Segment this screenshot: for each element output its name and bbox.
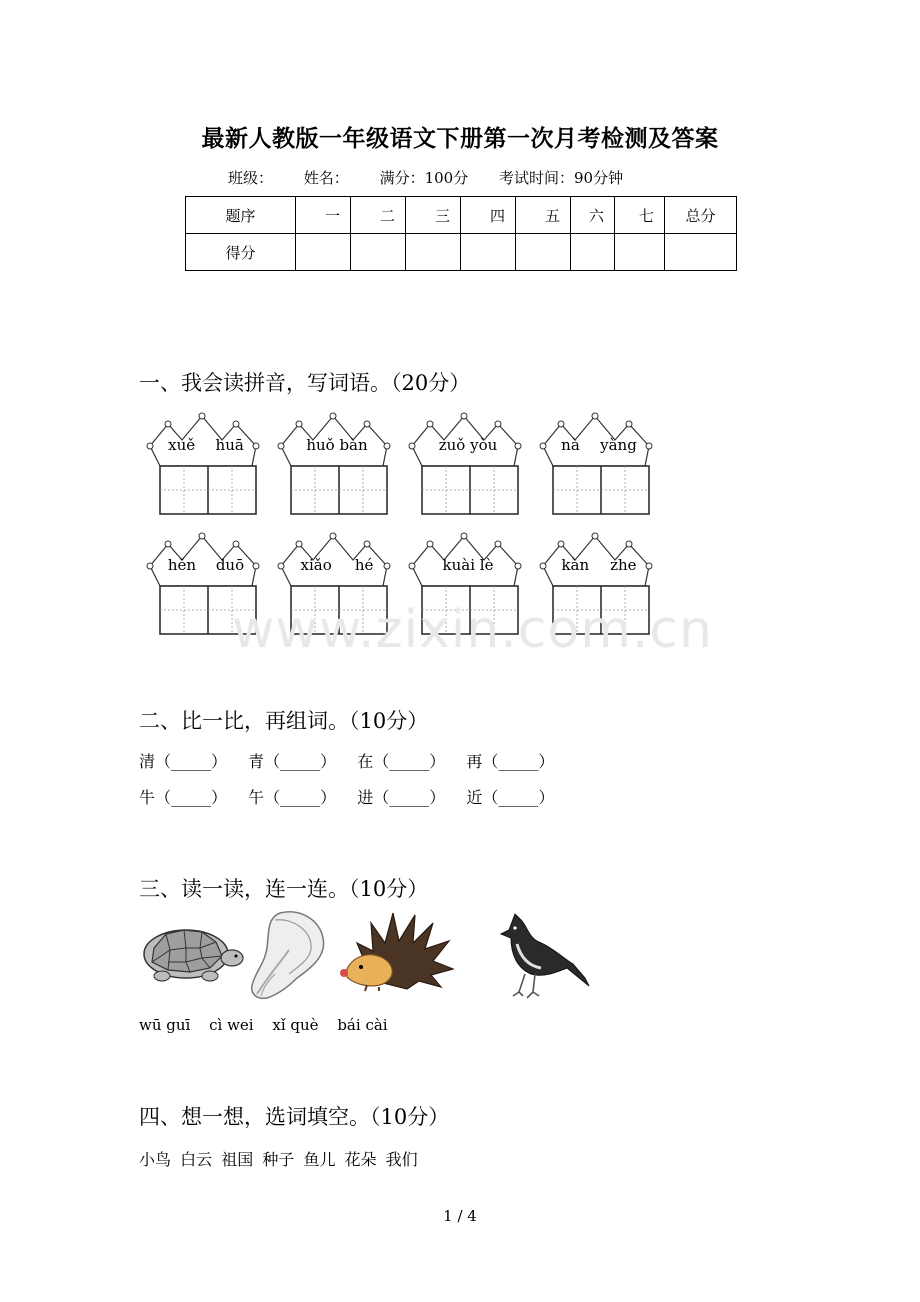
page-number: 1 / 4 — [443, 1207, 477, 1225]
score-col-1: 一 — [296, 197, 351, 234]
pinyin-syllable: kuài lè — [442, 556, 494, 574]
score-cell[interactable] — [406, 234, 461, 271]
score-table-header-row — [186, 197, 737, 234]
crown-pinyin — [158, 436, 254, 454]
pinyin-crown-item — [402, 410, 532, 526]
pinyin-syllable: kàn — [561, 556, 590, 574]
word-bank — [139, 1147, 422, 1170]
pinyin-crown-item — [140, 410, 270, 526]
picture-pinyin-row — [139, 1016, 402, 1034]
score-table-score-row — [186, 234, 737, 271]
compare-item[interactable]: 牛（_____） — [139, 788, 228, 807]
crown-pinyin — [420, 436, 516, 454]
compare-item[interactable]: 再（_____） — [466, 752, 555, 771]
pinyin-syllable: huā — [215, 436, 244, 454]
compare-row-1 — [139, 749, 570, 772]
section-3-heading: 三、读一读，连一连。（10分） — [139, 877, 429, 901]
score-cell[interactable] — [571, 234, 615, 271]
score-col-total: 总分 — [665, 197, 737, 234]
exam-time-label: 考试时间：90分钟 — [499, 169, 624, 187]
pinyin-option[interactable]: xǐ què — [272, 1016, 319, 1034]
pinyin-syllable: zhe — [610, 556, 637, 574]
pinyin-syllable: zuǒ yòu — [438, 436, 498, 454]
score-table — [185, 196, 737, 271]
score-cell[interactable] — [296, 234, 351, 271]
pinyin-syllable: duō — [215, 556, 245, 574]
word-option[interactable]: 花朵 — [344, 1150, 377, 1169]
magpie-picture — [487, 908, 592, 1003]
word-option[interactable]: 我们 — [385, 1150, 418, 1169]
hedgehog-picture — [337, 907, 457, 992]
section-2-heading: 二、比一比，再组词。（10分） — [139, 709, 429, 733]
compare-item[interactable]: 进（_____） — [357, 788, 446, 807]
pinyin-syllable: huǒ bàn — [306, 436, 368, 454]
score-cell[interactable] — [615, 234, 665, 271]
pinyin-syllable: xiǎo — [300, 556, 332, 574]
word-option[interactable]: 种子 — [262, 1150, 295, 1169]
score-col-2: 二 — [351, 197, 406, 234]
crown-frame — [402, 410, 532, 526]
crown-pinyin — [158, 556, 254, 574]
section-1-heading: 一、我会读拼音，写词语。（20分） — [139, 371, 471, 395]
pinyin-crown-item — [271, 410, 401, 526]
pinyin-crown-item — [533, 410, 663, 526]
pinyin-syllable: yàng — [600, 436, 637, 454]
section-4-heading: 四、想一想，选词填空。（10分） — [139, 1105, 450, 1129]
score-col-5: 五 — [516, 197, 571, 234]
score-cell[interactable] — [461, 234, 516, 271]
compare-item[interactable]: 午（_____） — [248, 788, 337, 807]
crown-pinyin — [289, 556, 385, 574]
pinyin-option[interactable]: cì wei — [209, 1016, 254, 1034]
crown-pinyin — [551, 556, 647, 574]
score-col-7: 七 — [615, 197, 665, 234]
pinyin-syllable: hé — [354, 556, 374, 574]
word-option[interactable]: 小鸟 — [139, 1150, 172, 1169]
turtle-picture — [140, 918, 245, 983]
compare-item[interactable]: 青（_____） — [248, 752, 337, 771]
score-row-label: 得分 — [186, 234, 296, 271]
crown-pinyin — [420, 556, 516, 574]
crown-frame — [140, 410, 270, 526]
score-col-3: 三 — [406, 197, 461, 234]
exam-info-line — [228, 167, 649, 188]
word-option[interactable]: 白云 — [180, 1150, 213, 1169]
score-cell[interactable] — [351, 234, 406, 271]
compare-row-2 — [139, 785, 570, 808]
crown-frame — [533, 410, 663, 526]
document-title: 最新人教版一年级语文下册第一次月考检测及答案 — [201, 125, 719, 152]
compare-item[interactable]: 清（_____） — [139, 752, 228, 771]
pinyin-syllable: xuě — [168, 436, 196, 454]
full-score-label: 满分：100分 — [379, 169, 469, 187]
pinyin-option[interactable]: wū guī — [139, 1016, 191, 1034]
compare-item[interactable]: 近（_____） — [466, 788, 555, 807]
cabbage-picture — [245, 908, 330, 1003]
score-col-6: 六 — [571, 197, 615, 234]
pinyin-option[interactable]: bái cài — [337, 1016, 388, 1034]
score-header-label: 题序 — [186, 197, 296, 234]
score-col-4: 四 — [461, 197, 516, 234]
pinyin-syllable: hěn — [167, 556, 197, 574]
crown-frame — [271, 410, 401, 526]
word-option[interactable]: 鱼儿 — [303, 1150, 336, 1169]
pinyin-syllable: nà — [561, 436, 580, 454]
name-label: 姓名： — [303, 169, 349, 187]
class-label: 班级： — [228, 169, 274, 187]
crown-pinyin — [289, 436, 385, 454]
crown-pinyin — [551, 436, 647, 454]
score-cell[interactable] — [665, 234, 737, 271]
watermark: www.zixin.com.cn — [232, 600, 713, 660]
compare-item[interactable]: 在（_____） — [357, 752, 446, 771]
word-option[interactable]: 祖国 — [221, 1150, 254, 1169]
score-cell[interactable] — [516, 234, 571, 271]
